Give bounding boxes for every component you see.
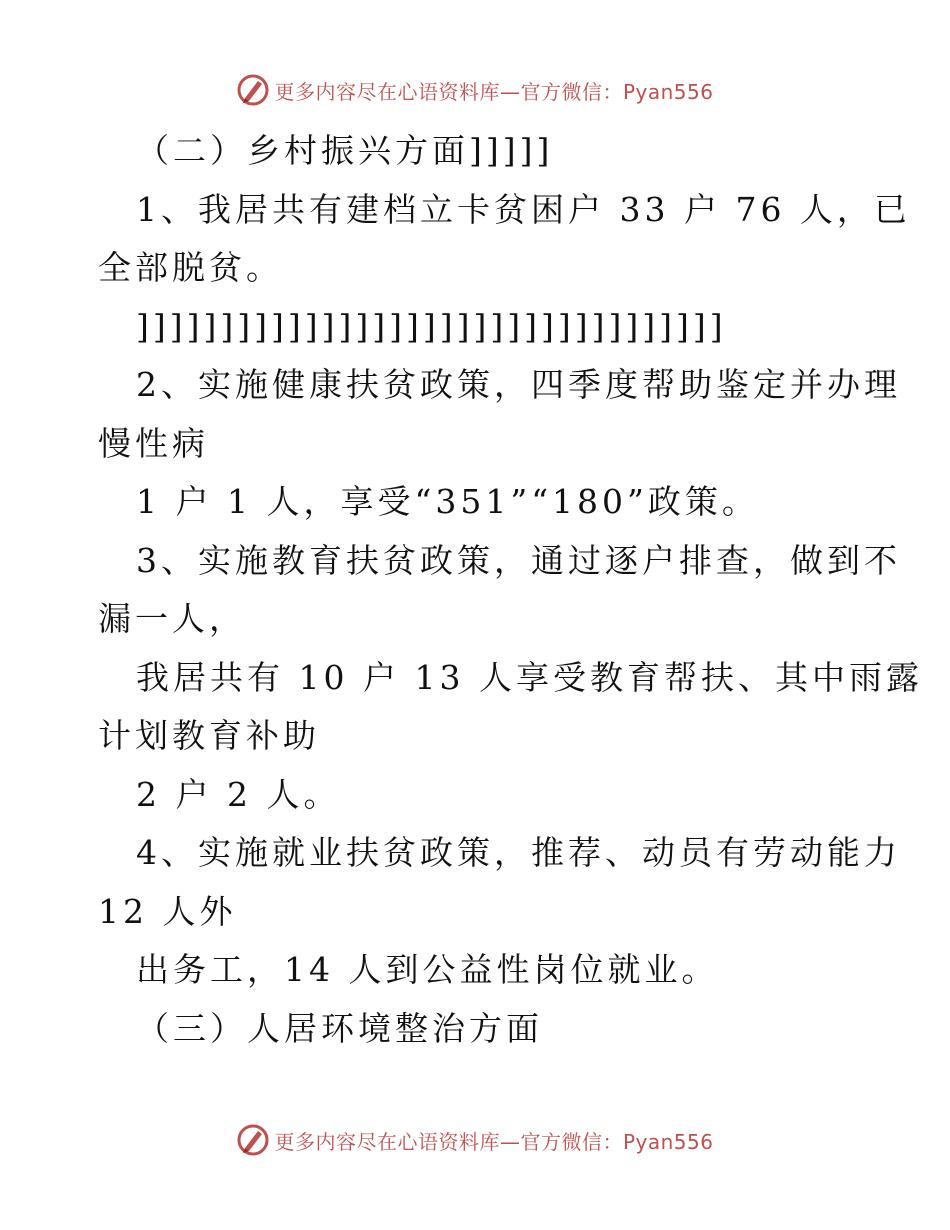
doc-line: （二）乡村振兴方面]]]]] xyxy=(136,131,554,170)
doc-line: （三）人居环境整治方面 xyxy=(136,1008,543,1048)
watermark-content xyxy=(236,1123,713,1157)
doc-line: 1 户 1 人，享受“351”“180”政策。 xyxy=(136,482,759,521)
watermark-text: 更多内容尽在心语资料库—官方微信：Pyan556 xyxy=(274,1129,714,1154)
document-body xyxy=(98,122,923,1058)
pen-circle-logo-icon xyxy=(236,73,270,107)
watermark-text: 更多内容尽在心语资料库—官方微信：Pyan556 xyxy=(274,79,714,104)
doc-line: 漏一人， xyxy=(98,599,246,638)
header-watermark xyxy=(0,70,950,110)
doc-line: 1、我居共有建档立卡贫困户 33 户 76 人，已 xyxy=(136,189,911,229)
doc-line: 我居共有 10 户 13 人享受教育帮扶、其中雨露 xyxy=(136,657,923,697)
doc-line: 2、实施健康扶贫政策，四季度帮助鉴定并办理 xyxy=(136,365,901,404)
doc-line: 2 户 2 人。 xyxy=(136,774,341,814)
doc-line: 3、实施教育扶贫政策，通过逐户排查，做到不 xyxy=(136,540,901,580)
doc-line: ]]]]]]]]]]]]]]]]]]]]]]]]]]]]]]]]]]] xyxy=(136,306,727,346)
pen-circle-logo-icon xyxy=(236,1123,270,1157)
footer-watermark xyxy=(0,1120,950,1160)
doc-line: 全部脱贫。 xyxy=(98,248,283,287)
doc-line: 出务工，14 人到公益性岗位就业。 xyxy=(136,950,719,989)
doc-line: 4、实施就业扶贫政策，推荐、动员有劳动能力 xyxy=(136,833,901,872)
watermark-content xyxy=(236,73,713,107)
doc-line: 12 人外 xyxy=(98,891,237,931)
doc-line: 慢性病 xyxy=(98,423,209,463)
doc-line: 计划教育补助 xyxy=(98,716,320,755)
